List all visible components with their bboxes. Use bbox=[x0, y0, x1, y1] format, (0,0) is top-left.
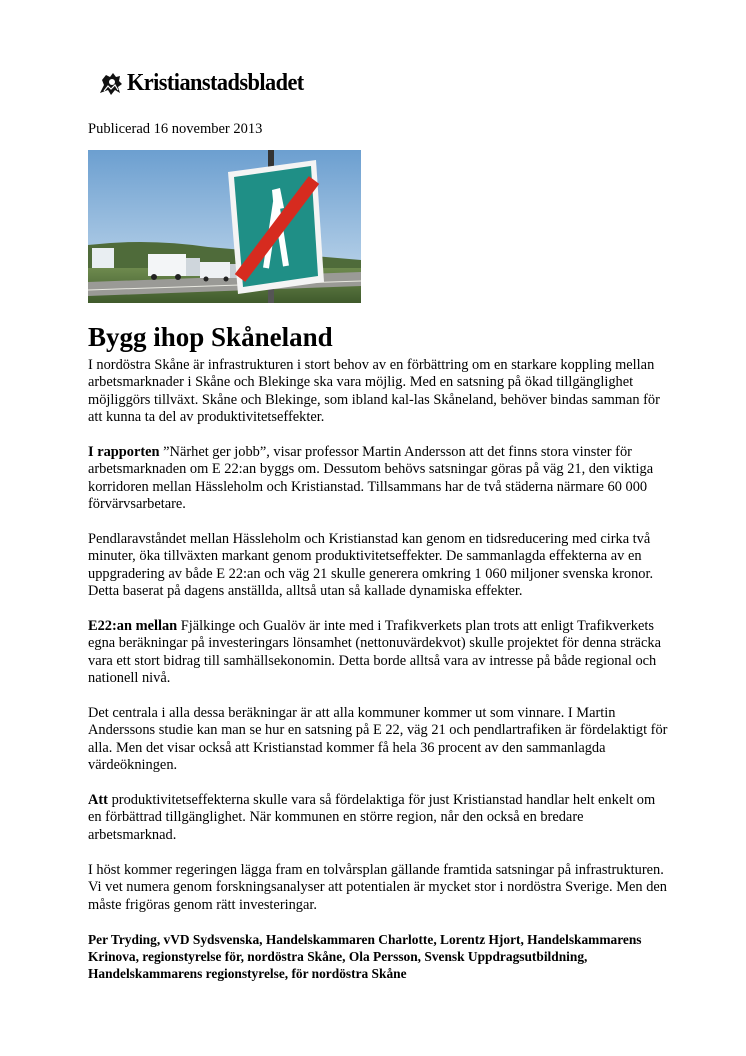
article-body bbox=[88, 357, 668, 982]
article-paragraph bbox=[88, 705, 668, 775]
masthead-title: Kristianstadsbladet bbox=[127, 70, 304, 96]
paragraph-text: Fjälkinge och Gualöv är inte med i Trafikverkets plan trots att enligt Trafikverkets egna beräkningar på investeringars lönsamhet (nettonuvärdekvot) skulle projektet för denna sträcka vara ett stort bidrag till samhällsekonomin. Detta borde alltså vara av intresse på både regional och nationell nivå. bbox=[88, 618, 662, 687]
paragraph-lead: I rapporten bbox=[88, 444, 160, 461]
paragraph-text: produktivitetseffekterna skulle vara så fördelaktiga för just Kristianstad handlar helt enkelt om en förbättrad tillgänglighet. När kommunen en större region, når den också en bredare arbetsmarknad. bbox=[88, 792, 656, 843]
paragraph-lead: E22:an mellan bbox=[88, 618, 178, 635]
paragraph-text: I nordöstra Skåne är infrastrukturen i stort behov av en förbättring om en starkare koppling mellan arbetsmarknader i Skåne och Blekinge ska vara möjlig. Med en satsning på ökad tillgänglighet möjliggörs tillväxt. Skåne och Blekinge, som ibland kal-las Skåneland, behöver bindas samman för att kunna ta del av produktivitetseffekter. bbox=[88, 357, 660, 426]
paragraph-text: ”Närhet ger jobb”, visar professor Martin Andersson att det finns stora vinster för arbetsmarknaden om E 22:an byggs om. Dessutom behövs satsningar göras på väg 21, den viktiga korridoren mellan Hässleholm och Kristianstad. Tillsammans har de två städerna närmare 60 000 förvärvsarbetare. bbox=[88, 444, 654, 513]
griffin-crest-icon bbox=[97, 71, 125, 97]
article-paragraph bbox=[88, 862, 668, 914]
paragraph-text: Pendlaravståndet mellan Hässleholm och Kristianstad kan genom en tidsreducering med cirka två minuter, öka tillväxten markant genom produktivitetseffekter. De sammanlagda effekterna av en uppgradering av både E 22:an och väg 21 skulle generera omkring 1 060 miljoner svenska kronor. Detta baserat på dagens anställda, alltså utan så kallade dynamiska effekter. bbox=[88, 531, 654, 600]
article-paragraph bbox=[88, 531, 668, 601]
article-photo bbox=[88, 150, 361, 303]
article-paragraph bbox=[88, 792, 668, 844]
paragraph-lead: Att bbox=[88, 792, 108, 809]
article-headline: Bygg ihop Skåneland bbox=[88, 322, 333, 352]
paragraph-text: Det centrala i alla dessa beräkningar är att alla kommuner kommer ut som vinnare. I Martin Anderssons studie kan man se hur en satsning på E 22, väg 21 och pendlartrafiken är fördelaktigt för alla. Men det visar också att Kristianstad kommer få hela 36 procent av den sammanlagda värdeökningen. bbox=[88, 705, 668, 774]
paragraph-text: I höst kommer regeringen lägga fram en tolvårsplan gällande framtida satsningar på infrastrukturen. Vi vet numera genom forskningsanalyser att potentialen är mycket stor i nordöstra Sverige. Men den måste frigöras genom rätt investeringar. bbox=[88, 861, 667, 913]
author-byline: Per Tryding, vVD Sydsvenska, Handelskammaren Charlotte, Lorentz Hjort, Handelskammarens Krinova, regionstyrelse för, nordöstra Skåne, Ola Persson, Svensk Uppdragsutbildning, Handelskammarens regionstyrelse, för nordöstra Skåne bbox=[88, 932, 642, 982]
masthead-logo bbox=[97, 70, 317, 97]
article-paragraph bbox=[88, 357, 668, 427]
publish-date: Publicerad 16 november 2013 bbox=[88, 121, 263, 137]
article-paragraph bbox=[88, 444, 668, 514]
article-paragraph bbox=[88, 618, 668, 688]
